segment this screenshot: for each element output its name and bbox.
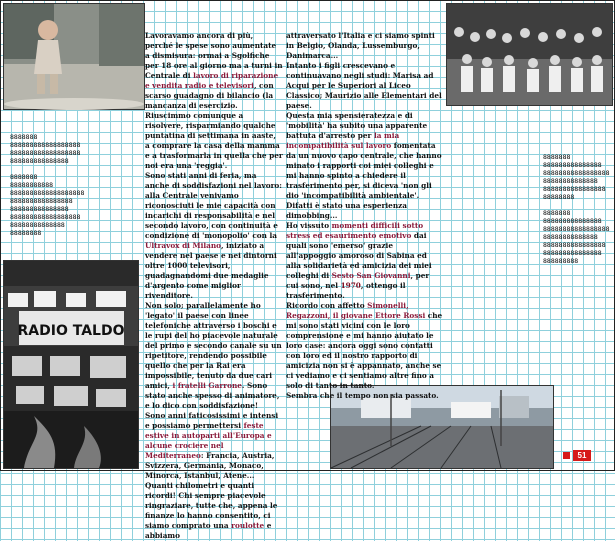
text-run: che mi sono stati vicini con le loro comprensione e mi hanno aiutato le loro case: ancora oggi sono contatti con loro ed il nostro rapporto di amicizia non si è appannato, anche se ci vediamo e ci sentiamo altre fino a solo di tanto in tanto. bbox=[286, 311, 443, 390]
article-column-2 bbox=[286, 31, 444, 400]
paragraph bbox=[286, 221, 444, 301]
group-photo bbox=[446, 3, 613, 106]
child-photo bbox=[3, 3, 145, 110]
text-run: Sembra che il tempo non sia passato. bbox=[286, 391, 439, 400]
text-run: Sono anni faticosissimi e intensi e possiamo permettersi bbox=[145, 411, 279, 430]
highlight-text: lavoro di riparazione e vendita radio e televisori bbox=[145, 71, 279, 90]
text-run: Ricordo con affetto bbox=[286, 301, 365, 310]
left-side-notes: 8888888 888888888888888888 888888888888888888 888888888888888 8888888 88888888888 8888888888888888888 8888888888888888 888888888888888 888888888888888888 88888888888888 88888888 bbox=[10, 133, 85, 237]
child-photo-image bbox=[4, 4, 144, 109]
highlight-text: Sesto San Giovanni bbox=[331, 271, 411, 280]
text-run: Difatti è stato una esperienza dimobbing... bbox=[286, 201, 407, 220]
text-run: , ottengo il trasferimento. bbox=[286, 281, 406, 300]
page-marker bbox=[563, 452, 570, 459]
article-column-1 bbox=[145, 31, 283, 540]
group-photo-image bbox=[447, 4, 612, 105]
text-run: . Sono stato anche spesso di animatore, e lo dico con soddisfazione! bbox=[145, 381, 280, 410]
text-run: Questa mia spensieratezza e di 'mobilità' ha subito una apparente battuta d'arresto per bbox=[286, 111, 428, 140]
highlight-text: i fratelli Garrone bbox=[172, 381, 242, 390]
text-run: Riuscimmo comunque a risolvere, risparmiando qualche puntatina di settimana in aaste, a comprare la casa della mamma e a trasformarla in quella che per noi era una 'reggia'. bbox=[145, 111, 283, 170]
highlight-text: roulotte bbox=[231, 521, 265, 530]
radio-shop-sign: RADIO TALDO bbox=[17, 323, 125, 339]
paragraph bbox=[145, 411, 283, 481]
text-run: attraversato l'Italia e ci siamo spinti in Belgio, Olanda, Lussemburgo, Danimarca... bbox=[286, 31, 435, 60]
highlight-text: Ultravox di Milano bbox=[145, 241, 222, 250]
highlight-text: 1970 bbox=[340, 281, 361, 290]
paragraph bbox=[145, 31, 283, 111]
paragraph bbox=[145, 171, 283, 301]
text-run: : Francia, Austria, Svizzera, Germania, Monaco, Minorca, Istanbul, Atene... bbox=[145, 451, 275, 480]
paragraph bbox=[286, 111, 444, 201]
text-run: , iniziato a vendere nel paese e nei dintorni oltre 1000 televisori, guadagnandomi due medaglie d'argento come miglior rivenditore. bbox=[145, 241, 277, 300]
paragraph bbox=[145, 111, 283, 171]
text-run: Non solo; parallelamente ho 'legato' il paese con linee telefoniche attraverso i boschi e le rupi del ho piacevole naturale del primo e secondo canale su un ripetitore, rendendo possibile quello che per la Rai era impossibile, tenuto da due cari amici, bbox=[145, 301, 282, 390]
highlight-text: Simonelli, Regazzoni, il giovane Ettore Rossi bbox=[286, 301, 426, 320]
highlight-text: feste estive in autoparti all'Europa e alcune crociere nel Mediterraneo bbox=[145, 421, 272, 460]
paragraph bbox=[286, 391, 444, 401]
highlight-text: la mia incompatibilità sul lavoro bbox=[286, 131, 400, 150]
text-run: fomentata da un nuovo capo centrale, che hanno minato i rapporti coi miei colleghi e mi hanno spinto a chiedere il trasferimento per, si diceva 'non gli dio 'incompatibilità ambientale'. bbox=[286, 141, 442, 200]
paragraph bbox=[286, 301, 444, 391]
paragraph bbox=[286, 61, 444, 111]
text-run: Lavoravamo ancora di più, perché le spese sono aumentate a dismisura: ormai a Sgolfiche per 18 ore al giorno ma a turni in Centrale di bbox=[145, 31, 283, 80]
paragraph bbox=[286, 201, 444, 221]
text-run: e abbiamo bbox=[145, 521, 272, 540]
paragraph bbox=[145, 481, 283, 541]
text-run: dai quali sono 'emerso' grazie all'appoggio amoroso di Sabina ed alla solidarietà ed amicizia dei miei colleghi di bbox=[286, 231, 432, 280]
paragraph bbox=[145, 301, 283, 411]
text-run: Ho vissuto bbox=[286, 221, 330, 230]
radio-shop-image bbox=[4, 261, 138, 468]
text-run: Intanto i figli crescevano e continuavano negli studi: Marisa ad Acqui per le Superiori al Liceo Classico; Maurizio alle Elementari del paese. bbox=[286, 61, 442, 110]
text-run: Sono stati anni di feria, ma anche di soddisfazioni nel lavoro: alla Centrale venivamo riconosciuti le mie capacità con incarichi di responsabilità e nel secondo lavoro, con continuità e condizione di 'monopolio' con la bbox=[145, 171, 282, 240]
radio-shop-photo bbox=[3, 260, 139, 469]
text-run: , per cui sono, nel bbox=[286, 271, 430, 290]
right-side-notes: 8888888 888888888888888 88888888888888888 88888888888888 8888888888888888 88888888 8888888 888888888888888 88888888888888888 88888888888888 8888888888888888 888888888888888 888888888 bbox=[543, 153, 610, 265]
text-run: Quanti chilometri e quanti ricordi! Chi sempre piacevole ringraziare, tutte che, appena le finanze lo hanno consentito, ci siamo comprato una bbox=[145, 481, 278, 530]
page-number: 51 bbox=[573, 450, 591, 461]
highlight-text: momenti difficili sotto stress ed esaurimento emotivo bbox=[286, 221, 424, 240]
text-run: , con scarso guadagno di bilancio (la mancanza di esercizio. bbox=[145, 81, 274, 110]
paragraph bbox=[286, 31, 444, 61]
